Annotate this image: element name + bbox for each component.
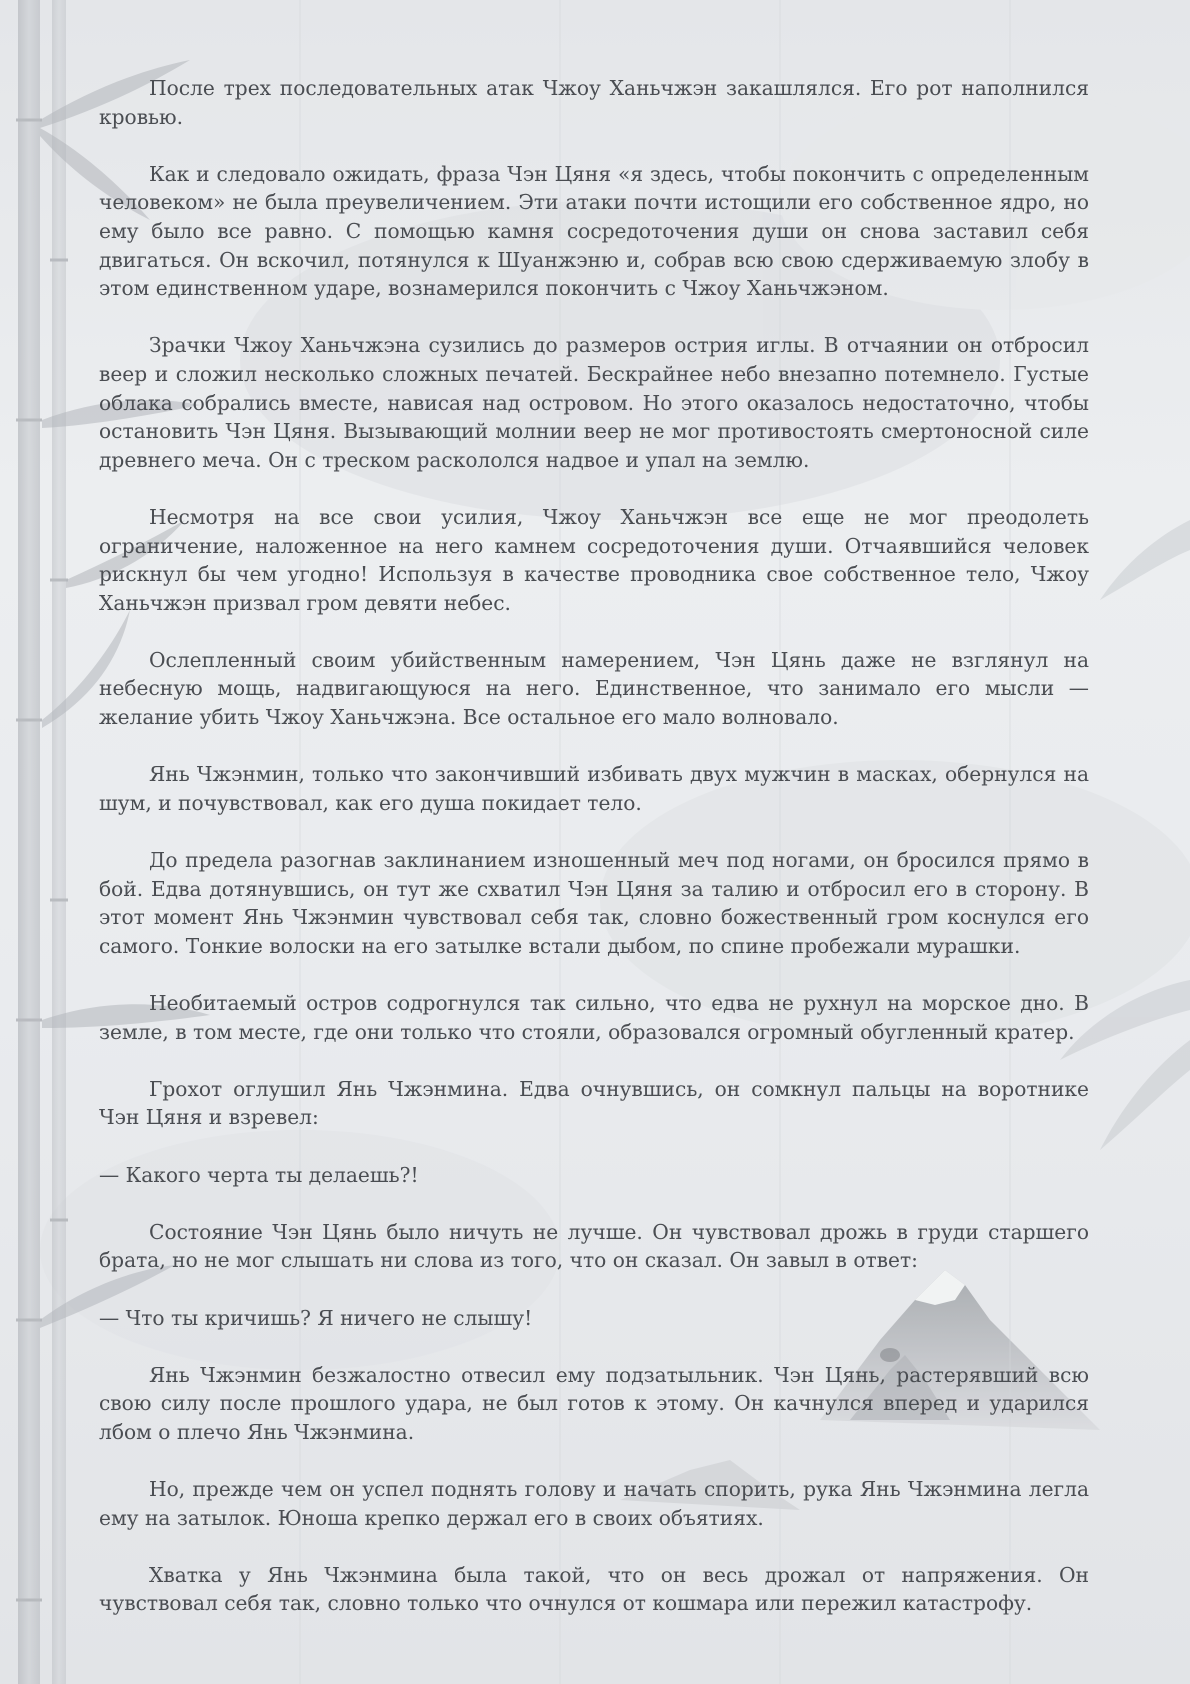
dialogue-line: — Какого черта ты делаешь?!: [99, 1162, 419, 1187]
paragraph: Хватка у Янь Чжэнмина была такой, что он весь дрожал от напряжения. Он чувствовал себя так, словно только что очнулся от кошмара или пережил катастрофу.: [99, 1562, 1089, 1616]
paragraph: До предела разогнав заклинанием изношенный меч под ногами, он бросился прямо в бой. Едва дотянувшись, он тут же схватил Чэн Цяня за талию и отбросил его в сторону. В этот момент Янь Чжэнмин чувствовал себя так, словно божественный гром коснулся его самого. Тонкие волоски на его затылке встали дыбом, по спине пробежали мурашки.: [99, 848, 1089, 958]
bamboo-stalks: [16, 0, 68, 1684]
paragraph: Несмотря на все свои усилия, Чжоу Ханьчжэн все еще не мог преодолеть ограничение, наложенное на него камнем сосредоточения души. Отчаявшийся человек рискнул бы чем угодно! Используя в качестве проводника свое собственное тело, Чжоу Ханьчжэн призвал гром девяти небес.: [99, 504, 1089, 615]
paragraph: Грохот оглушил Янь Чжэнмина. Едва очнувшись, он сомкнул пальцы на воротнике Чэн Цяня и взревел:: [99, 1076, 1089, 1130]
paragraph: Как и следовало ожидать, фраза Чэн Цяня «я здесь, чтобы покончить с определенным человеком» не была преувеличением. Эти атаки почти истощили его собственное ядро, но ему было все равно. С помощью камня сосредоточения души он снова заставил себя двигаться. Он вскочил, потянулся к Шуанжэню и, собрав всю свою сдерживаемую злобу в этом единственном ударе, вознамерился покончить с Чжоу Ханьчжэном.: [99, 161, 1089, 301]
paragraph: Необитаемый остров содрогнулся так сильно, что едва не рухнул на морское дно. В земле, в том месте, где они только что стояли, образовался огромный обугленный кратер.: [99, 991, 1089, 1044]
paragraph: Янь Чжэнмин безжалостно отвесил ему подзатыльник. Чэн Цянь, растерявший всю свою силу после прошлого удара, не был готов к этому. Он качнулся вперед и ударился лбом о плечо Янь Чжэнмина.: [99, 1362, 1089, 1444]
paragraph: После трех последовательных атак Чжоу Ханьчжэн закашлялся. Его рот наполнился кровью.: [99, 76, 1089, 129]
paragraph: Состояние Чэн Цянь было ничуть не лучше. Он чувствовал дрожь в груди старшего брата, но не мог слышать ни слова из того, что он сказал. Он завыл в ответ:: [99, 1219, 1089, 1273]
paragraph: Ослепленный своим убийственным намерением, Чэн Цянь даже не взглянул на небесную мощь, надвигающуюся на него. Единственное, что занимало его мысли — желание убить Чжоу Ханьчжэна. Все остальное его мало волновало.: [99, 647, 1089, 730]
paragraph: Но, прежде чем он успел поднять голову и начать спорить, рука Янь Чжэнмина легла ему на затылок. Юноша крепко держал его в своих объятиях.: [99, 1477, 1089, 1530]
dialogue-line: — Что ты кричишь? Я ничего не слышу!: [99, 1305, 533, 1330]
paragraph: Янь Чжэнмин, только что закончивший избивать двух мужчин в масках, обернулся на шум, и почувствовал, как его душа покидает тело.: [99, 762, 1089, 815]
chapter-text: [99, 74, 1089, 1618]
paragraph: Зрачки Чжоу Ханьчжэна сузились до размеров острия иглы. В отчаянии он отбросил веер и сложил несколько сложных печатей. Бескрайнее небо внезапно потемнело. Густые облака собрались вместе, нависая над островом. Но этого оказалось недостаточно, чтобы остановить Чэн Цяня. Вызывающий молнии веер не мог противостоять смертоносной силе древнего меча. Он с треском раскололся надвое и упал на землю.: [99, 333, 1089, 472]
